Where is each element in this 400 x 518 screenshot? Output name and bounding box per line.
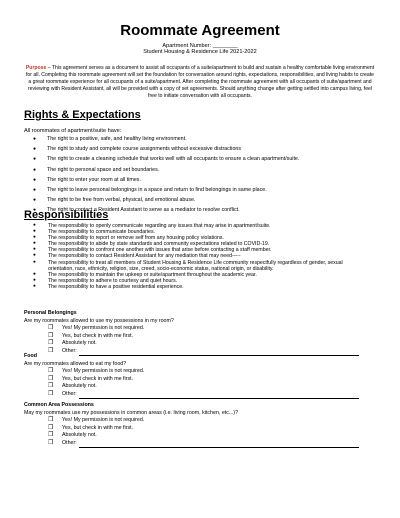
option-label: Yes! My permission is not required. [62,417,145,424]
list-item: ● The right to study and complete course assignments without excessive distractions [24,146,374,156]
list-item: ● The responsibility to adhere to courtesy and quiet hours. [24,278,369,284]
option-row [24,383,376,391]
list-item: ● The responsibility to maintain the upkeep or suite/apartment throughout the academic year. [24,272,369,278]
checkbox-icon[interactable]: ❐ [48,417,54,424]
checkbox-icon[interactable]: ❐ [48,439,54,446]
section-question: Are my roommates allowed to use my possessions in my room? [24,317,174,324]
list-item: ● The responsibility to confront one another with issues that arise before contacting a staff member. [24,247,369,253]
list-item: ● The right to personal space and set boundaries. [24,167,374,177]
option-row [24,391,376,399]
checkbox-icon[interactable]: ❐ [48,424,54,431]
list-item: ● The right to enter your room at all times. [24,177,374,187]
option-label: Other: [62,439,77,446]
option-row [24,425,376,433]
option-label: Absolutely not. [62,383,97,390]
checkbox-icon[interactable]: ❐ [48,332,54,339]
org-line: Student Housing & Residence Life 2021-2022 [143,49,257,55]
option-row [24,368,376,376]
checkbox-icon[interactable]: ❐ [48,368,54,375]
checkbox-icon[interactable]: ❐ [48,432,54,439]
responsibilities-list [24,223,369,290]
list-item: ● The responsibility to contact Resident Assistant for any mediation that may need----- [24,253,369,259]
option-row [24,417,376,425]
option-row [24,325,376,333]
option-row [24,340,376,348]
purpose-label: Purpose [25,65,47,71]
option-label: Absolutely not. [62,340,97,347]
list-item: ● The right to contact a Resident Assistant to serve as a mediator to resolve conflict. [24,207,374,217]
page-title: Roommate Agreement [120,22,280,39]
section-food [24,353,376,399]
option-label: Absolutely not. [62,432,97,439]
apartment-number-line: Apartment Number: ________ [162,43,238,49]
list-item: ● The responsibility to abide by state standards and community expectations related to COVID-19. [24,241,369,247]
list-item: ● The responsibility to treat all members of Student Housing & Residence Life community respectfully regardless of gender, sexual orientation, race, ethnicity, religion, size, creed, socio-economic status, national origin, or disability. [24,260,369,272]
option-row [24,376,376,384]
option-label: Yes, but check in with me first. [62,424,134,431]
responsibilities-heading: Responsibilities [24,209,109,221]
checkbox-icon[interactable]: ❐ [48,383,54,390]
checkbox-icon[interactable]: ❐ [48,375,54,382]
section-personal-belongings [24,310,376,356]
purpose-text: – This agreement serves as a document to assist all occupants of a suite/apartment to build and sustain a healthy comfortable living environment for all. Completing this roommate agreement will set the foundation for conversation around rights, expectations, responsibilities, and living habits to create a great roommate experience for all occupants of a suite/apartment. After completing the roommate agreement with all occupants of suite/apartment and reviewing with Resident Assistant, all will be provided with a copy of set agreements. Should anything change after getting settled into campus living, feel free to initiate conversation with all occupants. [26,65,375,99]
list-item: ● The responsibility to communicate boundaries. [24,229,369,235]
option-row [24,432,376,440]
option-label: Other: [62,347,77,354]
rights-list [24,136,374,218]
list-item: ● The right to leave personal belongings in a space and return to find belongings in same place. [24,187,374,197]
checkbox-icon[interactable]: ❐ [48,325,54,332]
list-item: ● The responsibility to have a positive residential experience. [24,284,369,290]
checkbox-icon[interactable]: ❐ [48,390,54,397]
purpose-paragraph [24,65,376,100]
section-heading: Personal Belongings [24,310,77,316]
checkbox-icon[interactable]: ❐ [48,340,54,347]
rights-heading: Rights & Expectations [24,109,141,121]
option-label: Other: [62,390,77,397]
section-heading: Common Area Possessions [24,402,94,408]
option-label: Yes, but check in with me first. [62,332,134,339]
list-item: ● The right to a positive, safe, and healthy living environment. [24,136,374,146]
list-item: ● The right to be free from verbal, physical, and emotional abuse. [24,197,374,207]
section-common-area [24,402,376,448]
checkbox-icon[interactable]: ❐ [48,347,54,354]
option-row [24,333,376,341]
option-row [24,440,376,448]
rights-lead: All roommates of apartment/suite have: [24,128,122,134]
other-answer-line[interactable] [79,393,359,399]
list-item: ● The responsibility to report or remove self from any housing policy violations. [24,235,369,241]
option-label: Yes, but check in with me first. [62,375,134,382]
option-label: Yes! My permission is not required. [62,325,145,332]
other-answer-line[interactable] [79,442,359,448]
list-item: ● The responsibility to openly communicate regarding any issues that may arise in apartment/suite. [24,223,369,229]
section-question: Are my roommates allowed to eat my food? [24,360,127,367]
section-heading: Food [24,353,37,359]
option-label: Yes! My permission is not required. [62,368,145,375]
section-question: May my roommates use my possessions in common areas (i.e. living room, kitchen, etc...)? [24,409,239,416]
list-item: ● The right to create a cleaning schedule that works well with all occupants to ensure a clean apartment/suite. [24,156,374,166]
